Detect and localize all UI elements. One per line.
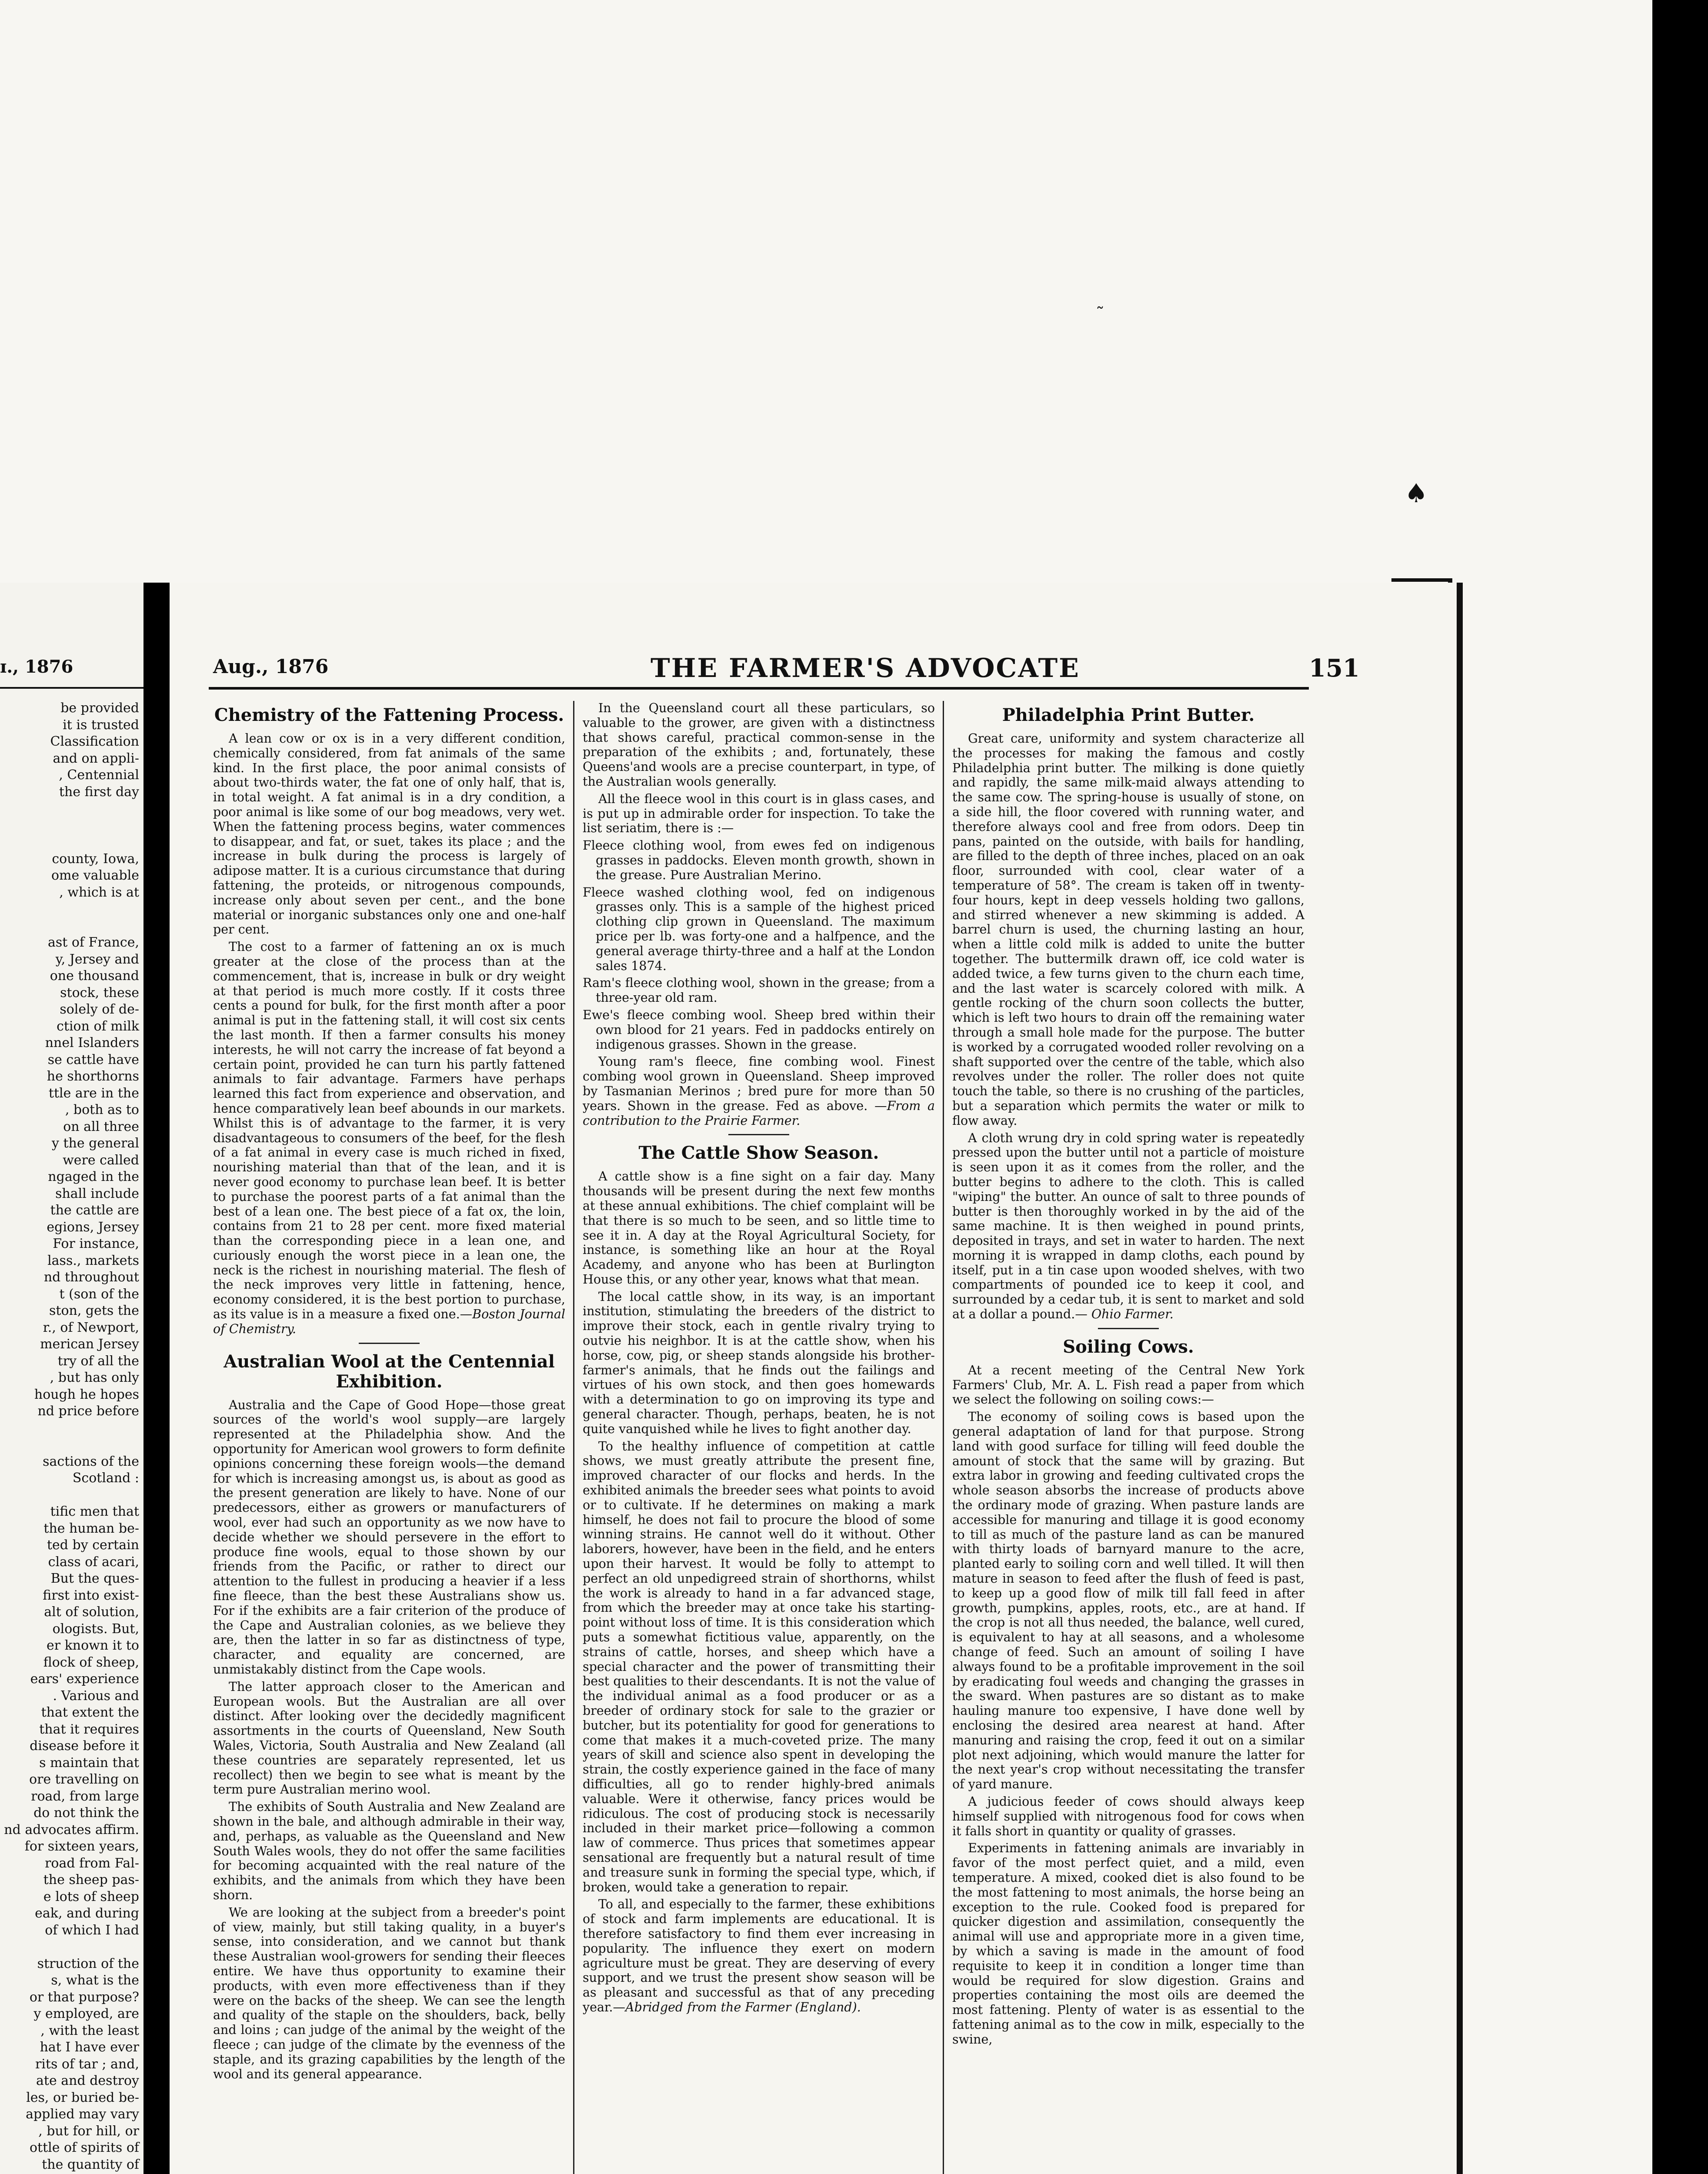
column-divider	[573, 701, 574, 2174]
paragraph: At a recent meeting of the Central New York Farmers' Club, Mr. A. L. Fish read a paper from which we select the following on soiling cows:—	[952, 1363, 1304, 1407]
column-1	[213, 701, 565, 2084]
paragraph: The exhibits of South Australia and New Zealand are shown in the bale, and although admirable in their way, and, perhaps, as valuable as the Queensland and New South Wales wools, they do not offer the same facilities for becoming acquainted with the real nature of the exhibits, and the animals from which they have been shorn.	[213, 1800, 565, 1902]
article-title: Philadelphia Print Butter.	[1002, 705, 1255, 725]
list-item: Ram's fleece clothing wool, shown in the grease; from a three-year old ram.	[583, 976, 935, 1005]
paragraph-text: Young ram's fleece, fine combing wool. Finest combing wool grown in Queensland. Sheep improved by Tasmanian Merinos ; bred pure for more than 50 years. Shown in the grease. Fed as above.	[583, 1054, 935, 1113]
publication-title: THE FARMER'S ADVOCATE	[651, 653, 1080, 684]
paragraph: We are looking at the subject from a breeder's point of view, mainly, but still taking quality, in a buyer's sense, into consideration, and we cannot but thank these Australian wool-growers for sending their fleeces entire. We have thus opportunity to examine their products, with even more effectiveness than if they were on the backs of the sheep. We can see the length and quality of the staple on the shoulders, back, belly and loins ; can judge of the animal by the weight of the fleece ; can judge of the climate by the evenness of the staple, and its grazing capabilities by the length of the wool and its general appearance.	[213, 1905, 565, 2081]
scan-background-right	[1457, 583, 1652, 2174]
article-title: Australian Wool at the Centennial Exhibition.	[224, 1351, 555, 1392]
list-item: Ewe's fleece combing wool. Sheep bred within their own blood for 21 years. Fed in paddocks entirely on indigenous grasses. Shown in the grease.	[583, 1007, 935, 1052]
paragraph: Young ram's fleece, fine combing wool. Finest combing wool grown in Queensland. Sheep improved by Tasmanian Merinos ; bred pure for more than 50 years. Shown in the grease. Fed as above. —From a contribution to the Prairie Farmer.	[583, 1054, 935, 1128]
paragraph: A cattle show is a fine sight on a fair day. Many thousands will be present during the next few months at these annual exhibitions. The chief complaint will be that there is so much to be seen, and so little time to see it in. A day at the Royal Agricultural Society, for instance, is something like an hour at the Royal Academy, and anyone who has been at Burlington House this, or any other year, knows what that mean.	[583, 1169, 935, 1287]
source-credit: Abridged from the Farmer (England).	[625, 2000, 861, 2014]
paragraph: To all, and especially to the farmer, these exhibitions of stock and farm implements are educational. It is therefore satisfactory to find them ever increasing in popularity. The influence they exert on modern agriculture must be great. They are deserving of every support, and we trust the present show season will be as pleasant and successful as that of any preceding year.—Abridged from the Farmer (England).	[583, 1897, 935, 2014]
column-2	[583, 701, 935, 2017]
source-credit: Ohio Farmer.	[1091, 1307, 1174, 1322]
source-credit: From a contribution to the Prairie Farmer.	[583, 1098, 935, 1128]
section-rule	[359, 1343, 420, 1344]
facing-page-text: be provided it is trusted Classification and on appli- , Centennial the first day county, Iowa, ome valuable , which is at ast of France, y, Jersey and one thousand stock, these solely of de- ction of milk nnel Islanders se cattle have he shorthorns ttle are in the , both as to on all three y the general were called ngaged in the shall include the cattle are egions, Jersey For instance, lass., markets nd throughout t (son of the ston, gets the r., of Newport, merican Jersey try of all the , but has only hough he hopes nd price before sactions of the Scotland : tific men that the human be- ted by certain class of acari, But the ques- first into exist- alt of solution, ologists. But, er known it to flock of sheep, ears' experience . Various and that extent the that it requires disease before it s maintain that ore travelling on road, from large do not think the nd advocates affirm. for sixteen years, road from Fal- the sheep pas- e lots of sheep eak, and during of which I had struction of the s, what is the or that purpose? y employed, are , with the least hat I have ever rits of tar ; and, ate and destroy les, or buried be- applied may vary , but for hill, or ottle of spirits of the quantity of	[4, 700, 139, 2172]
paragraph: Great care, uniformity and system characterize all the processes for making the famous and costly Philadelphia print butter. The milking is done quietly and rapidly, the same milk-maid always attending to the same cow. The spring-house is usually of stone, on a side hill, the floor covered with running water, and therefore always cool and free from odors. Deep tin pans, painted on the outside, with bails for handling, are filled to the depth of three inches, placed on an oak floor, surrounded with cool, clear water of a temperature of 58°. The cream is taken off in twenty-four hours, kept in deep vessels holding two gallons, and stirred whenever a new skimming is added. A barrel churn is used, the churning lasting an hour, when a little cold milk is added to unite the butter together. The buttermilk drawn off, ice cold water is added twice, a few turns given to the churn each time, and the last water is scarcely colored with milk. A gentle rocking of the churn soon collects the butter, which is left two hours to drain off the remaining water through a small hole made for the purpose. The butter is worked by a corrugated wooded roller revolving on a shaft supported over the centre of the table, which also revolves under the roller. The roller does not quite touch the table, so there is no crushing of the particles, but a separation which permits the water or milk to flow away.	[952, 731, 1304, 1128]
running-head	[213, 653, 1483, 684]
header-rule	[209, 687, 1309, 690]
issue-date: Aug., 1876	[213, 656, 329, 678]
paragraph: All the fleece wool in this court is in glass cases, and is put up in admirable order for inspection. To take the list seriatim, there is :—	[583, 791, 935, 836]
section-rule	[1098, 1328, 1159, 1329]
column-divider	[943, 701, 944, 2174]
paragraph: The cost to a farmer of fattening an ox is much greater at the close of the process than at the commencement, that is, increase in bulk or dry weight at that period is much more costly. If it costs three cents a pound for bulk, for the first month after a poor animal is put in the fattening stall, it will cost six cents the last month. If then a farmer consults his money interests, he will not carry the increase of fat beyond a certain point, provided he can turn his partly fattened animals to fair advantage. Farmers have perhaps learned this fact from experience and observation, and hence comparatively lean beef abounds in our markets. Whilst this is of advantage to the farmer, it is very disadvantageous to consumers of the beef, for the flesh of a fat animal in every case is much riched in fixed, nourishing material than that of the lean, and it is never good economy to purchase lean beef. It is better to purchase the poorest parts of a fat animal than the best of a lean one. The best piece of a fat ox, the loin, contains from 21 to 28 per cent. more fixed material than the corresponding piece in a lean one, and curiously enough the worst piece in a lean one, the neck is the richest in nourishing material. The flesh of the neck improves very little in fattening, hence, economy considered, it is the best portion to purchase, as its value is in a measure a fixed one.—Boston Journal of Chemistry.	[213, 940, 566, 1336]
article-title: Soiling Cows.	[1063, 1336, 1194, 1357]
paragraph: In the Queensland court all these particulars, so valuable to the grower, are given with a distinctness that shows careful, practical common-sense in the preparation of the exhibits ; and, fortunately, these Queens'and wools are a precise counterpart, in type, of the Australian wools generally.	[583, 701, 935, 789]
facing-page-left	[0, 583, 143, 2174]
paragraph: Experiments in fattening animals are invariably in favor of the most perfect quiet, and a mild, even temperature. A mixed, cooked diet is also found to be the most fattening to most animals, the horse being an exception to the rule. Cooked food is prepared for quicker digestion and assimilation, consequently the animal will use and appropriate more in a given time, by which a saving is made in the amount of food requisite to keep it in condition a longer time than would be required for slow digestion. Grains and properties containing the most oils are deemed the most fattening. Plenty of water is as essential to the fattening animal as to the cow in milk, especially to the swine,	[952, 1841, 1304, 2047]
article-title: Chemistry of the Fattening Process.	[214, 705, 564, 725]
paragraph: A lean cow or ox is in a very different condition, chemically considered, from fat animals of the same kind. In the first place, the poor animal consists of about two-thirds water, the fat one of only half, that is, in total weight. A fat animal is in a dry condition, a poor animal is like some of our bog meadows, very wet. When the fattening process begins, water commences to disappear, and fat, or suet, takes its place ; and the increase in bulk during the process is largely of adipose matter. It is a curious circumstance that during fattening, the proteids, or nitrogenous compounds, increase only about seven per cent., and the bone material or inorganic substances only one and one-half per cent.	[213, 731, 565, 937]
list-item: Fleece clothing wool, from ewes fed on indigenous grasses in paddocks. Eleven month growth, shown in the grease. Pure Australian Merino.	[583, 838, 935, 882]
paragraph: The economy of soiling cows is based upon the general adaptation of land for that purpose. Strong land with good surface for tilling will feed double the amount of stock that the same will by grazing. But extra labor in growing and feeding cultivated crops the whole season absorbs the increase of products above the ordinary mode of grazing. When pasture lands are accessible for manuring and tillage it is good economy to till as much of the pasture land as can be manured with thirty loads of barnyard manure to the acre, planted early to soiling corn and well tilled. It will then mature in season to feed after the flush of feed is past, to keep up a good flow of milk till fall feed in after growth, pumpkins, apples, roots, etc., are at hand. If the crop is not all thus needed, the balance, well cured, is equivalent to hay at all seasons, and a wholesome change of feed. Such an amount of soiling I have always found to be a profitable improvement in the soil by eradicating foul weeds and changing the grasses in the sward. When pastures are so distant as to make hauling manure too expensive, I have done well by enclosing the desired area nearest at hand. After manuring and raising the crop, feed it out on a similar plot next adjoining, which would manure the latter for the next year's crop without necessitating the transfer of yard manure.	[952, 1410, 1304, 1792]
ink-spot: ♠	[1404, 478, 1428, 509]
newspaper-page	[170, 583, 1457, 2174]
section-rule	[728, 1134, 789, 1135]
facing-page-header: ɪ., 1876	[0, 657, 73, 677]
paragraph-text: To all, and especially to the farmer, these exhibitions of stock and farm implements are educational. It is therefore satisfactory to find them ever increasing in popularity. The influence they exert on modern agriculture must be great. They are deserving of every support, and we trust the present show season will be as pleasant and successful as that of any preceding year.	[583, 1897, 935, 2014]
source-credit: Boston Journal of Chemistry.	[213, 1307, 566, 1336]
paragraph: A judicious feeder of cows should always keep himself supplied with nitrogenous food for cows when it falls short in quantity or quality of grasses.	[952, 1794, 1304, 1838]
paragraph-text: The cost to a farmer of fattening an ox is much greater at the close of the process than at the commencement, that is, increase in bulk or dry weight at that period is much more costly. If it costs three cents a pound for bulk, for the first month after a poor animal is put in the fattening stall, it will cost six cents the last month. If then a farmer consults his money interests, he will not carry the increase of fat beyond a certain point, provided he can turn his partly fattened animals to fair advantage. Farmers have perhaps learned this fact from experience and observation, and hence comparatively lean beef abounds in our markets. Whilst this is of advantage to the farmer, it is very disadvantageous to consumers of the beef, for the flesh of a fat animal in every case is much riched in fixed, nourishing material than that of the lean, and it is never good economy to purchase lean beef. It is better to purchase the poorest parts of a fat animal than the best of a lean one. The best piece of a fat ox, the loin, contains from 21 to 28 per cent. more fixed material than the corresponding piece in a lean one, and curiously enough the worst piece in a lean one, the neck is the richest in nourishing material. The flesh of the neck improves very little in fattening, hence, economy considered, it is the best portion to purchase, as its value is in a measure a fixed one.	[213, 940, 565, 1322]
list-item: Fleece washed clothing wool, fed on indigenous grasses only. This is a sample of the highest priced clothing clip grown in Queensland. The maximum price per lb. was forty-one and a halfpence, and the general average thirty-three and a half at the London sales 1874.	[583, 885, 935, 973]
paragraph: To the healthy influence of competition at cattle shows, we must greatly attribute the present fine, improved character of our flocks and herds. In the exhibited animals the breeder sees what points to avoid or to cultivate. If he determines on making a mark himself, he does not fail to procure the blood of some winning strains. He cannot well do it without. Other laborers, however, have been in the field, and he enters upon their harvest. It would be folly to attempt to perfect an old unpedigreed strain of shorthorns, whilst the work is already to hand in a far advanced stage, from which the breeder may at once take his starting-point without loss of time. It is this consideration which puts a somewhat fictitious value, apparently, on the strains of cattle, horses, and sheep which have a special character and the power of transmitting their best qualities to their descendants. It is not the value of the individual animal as a food producer or as a breeder of ordinary stock for sale to the grazier or butcher, but its potentiality for good for generations to come that makes it a much-coveted prize. The many years of skill and science also spent in developing the strain, the costly experience gained in the face of many difficulties, all go to render highly-bred animals valuable. Were it otherwise, fancy prices would be ridiculous. The cost of producing stock is necessarily included in their market price—following a common law of commerce. Thus prices that sometimes appear sensational are frequently but a natural result of time and treasure sunk in forming the special type, which, if broken, would take a generation to repair.	[583, 1439, 935, 1894]
column-3	[952, 701, 1304, 2050]
page-number: 151	[1309, 654, 1360, 683]
facing-page-rule	[0, 687, 143, 689]
paragraph: The latter approach closer to the American and European wools. But the Australian are all over distinct. After looking over the decidedly magnificent assortments in the courts of Queensland, New South Wales, Victoria, South Australia and New Zealand (all these countries are separately represented, let us recollect) then we begin to see what is meant by the term pure Australian merino wool.	[213, 1679, 565, 1797]
ink-mark: ˜	[1096, 304, 1104, 324]
paragraph	[952, 1131, 1304, 1322]
article-title: The Cattle Show Season.	[638, 1143, 879, 1164]
paragraph: Australia and the Cape of Good Hope—those great sources of the world's wool supply—are largely represented at the Philadelphia show. And the opportunity for American wool growers to form definite opinions concerning these foreign wools—the demand for which is increasing amongst us, is about as good as the present generation are likely to have. None of our predecessors, either as growers or manufacturers of wool, ever had such an opportunity as we now have to decide whether we should persevere in the effort to produce fine wools, equal to those shown by our friends from the Pacific, or rather to direct our attention to the fullest in producing a heavier if a less fine fleece, than the best these Australians show us. For if the exhibits are a fair criterion of the produce of the Cape and Australian colonies, as we believe they are, then the latter in so far as distinctness of type, character, and equality are concerned, are unmistakably distinct from the Cape wools.	[213, 1397, 565, 1677]
paragraph-text: A cloth wrung dry in cold spring water is repeatedly pressed upon the butter until not a particle of moisture is seen upon it as it comes from the roller, and the butter begins to adhere to the cloth. This is called "wiping" the butter. An ounce of salt to three pounds of butter is then thoroughly worked in by the aid of the same machine. It is then weighed in pound prints, deposited in trays, and set in water to harden. The next morning it is wrapped in damp cloths, each pound by itself, put in a tin case upon wooded shelves, with two compartments of pounded ice to keep it cool, and surrounded by a cedar tub, it is sent to market and sold at a dollar a pound.—	[952, 1130, 1304, 1322]
paragraph: The local cattle show, in its way, is an important institution, stimulating the breeders of the district to improve their stock, each in gentle rivalry trying to outvie his neighbor. It is at the cattle show, when his horse, cow, pig, or sheep stands alongside his brother-farmer's animals, that he finds out the failings and virtues of his own stock, and then goes homewards with a determination to go on improving its type and general character. Though, perhaps, beaten, he is not quite vanquished while he lives to fight another day.	[583, 1289, 935, 1436]
